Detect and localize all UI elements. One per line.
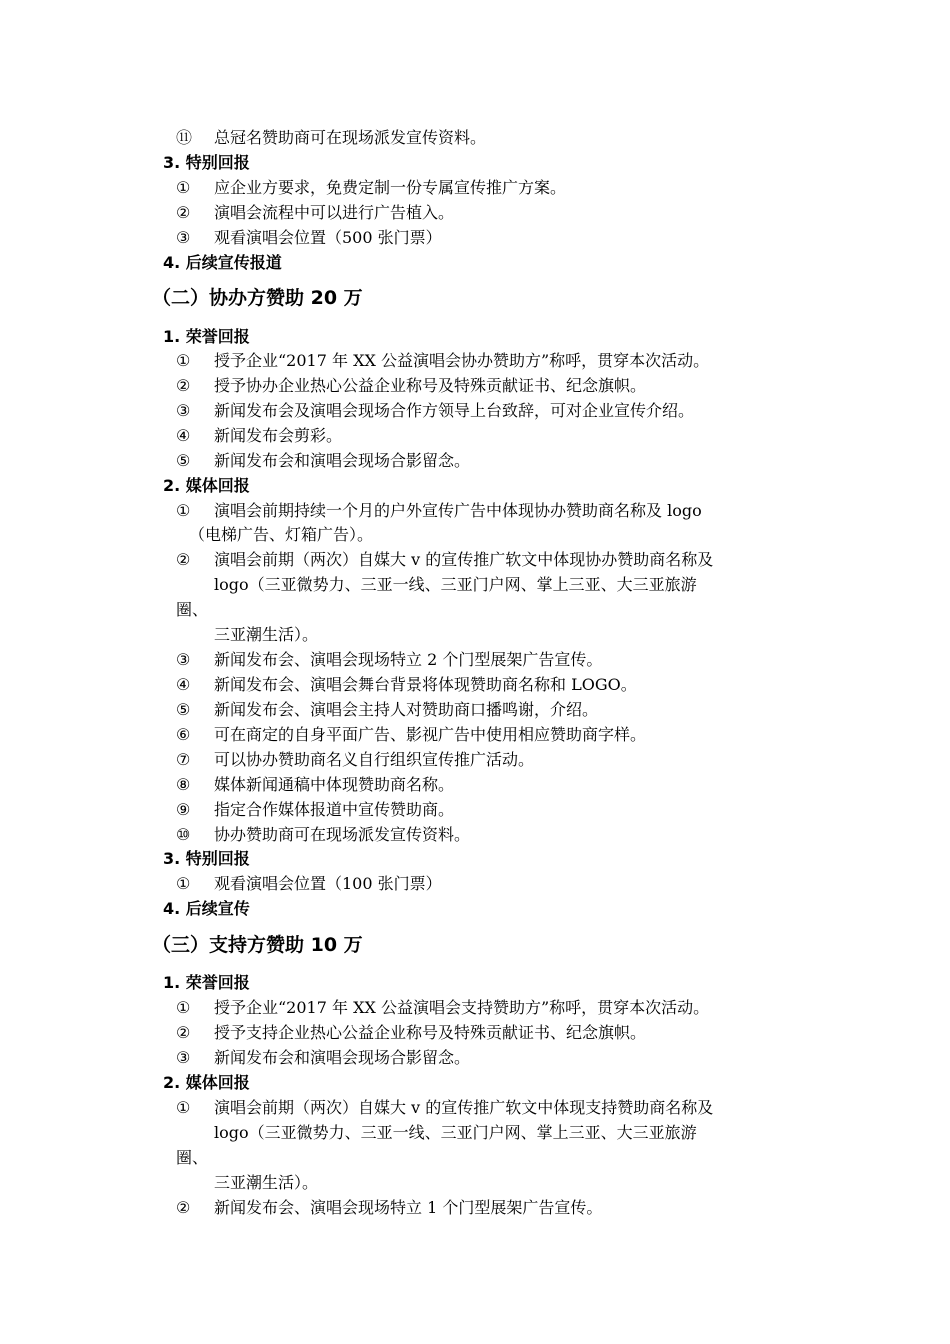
item-text: 可在商定的自身平面广告、影视广告中使用相应赞助商字样。	[214, 725, 647, 744]
item-number: ⑥	[176, 725, 191, 744]
subheading-special: 3. 特别回报	[163, 849, 250, 868]
item-text: 授予协办企业热心公益企业称号及特殊贡献证书、纪念旗帜。	[214, 376, 647, 395]
item-number: ⑤	[176, 451, 191, 470]
item-text: 协办赞助商可在现场派发宣传资料。	[214, 825, 471, 844]
item-text: 可以协办赞助商名义自行组织宣传推广活动。	[214, 750, 535, 769]
item-number: ③	[176, 228, 191, 247]
subheading-honor: 1. 荣誉回报	[163, 327, 250, 346]
item-text: 授予企业“2017 年 XX 公益演唱会支持赞助方”称呼，贯穿本次活动。	[214, 998, 710, 1017]
item-text-continued: 三亚潮生活）。	[214, 625, 319, 644]
item-number: ②	[176, 1023, 191, 1042]
subheading-honor: 1. 荣誉回报	[163, 973, 250, 992]
item-text-continued: 圈、	[176, 1148, 209, 1167]
item-text-continued: 三亚潮生活）。	[214, 1173, 319, 1192]
item-number: ②	[176, 203, 191, 222]
subheading-media: 2. 媒体回报	[163, 1073, 250, 1092]
item-text-continued: logo（三亚微势力、三亚一线、三亚门户网、掌上三亚、大三亚旅游	[214, 575, 697, 594]
item-text: 新闻发布会和演唱会现场合影留念。	[214, 1048, 471, 1067]
item-text: 新闻发布会、演唱会现场特立 2 个门型展架广告宣传。	[214, 650, 603, 669]
item-number: ①	[176, 351, 191, 370]
item-text: 新闻发布会剪彩。	[214, 426, 343, 445]
item-number: ③	[176, 650, 191, 669]
item-text-continued: logo（三亚微势力、三亚一线、三亚门户网、掌上三亚、大三亚旅游	[214, 1123, 697, 1142]
item-text: 演唱会前期（两次）自媒大 v 的宣传推广软文中体现协办赞助商名称及	[214, 550, 714, 569]
item-number: ①	[176, 178, 191, 197]
item-number: ④	[176, 675, 191, 694]
subheading-media: 2. 媒体回报	[163, 476, 250, 495]
item-number: ①	[176, 998, 191, 1017]
item-number: ③	[176, 1048, 191, 1067]
item-text: 观看演唱会位置（100 张门票）	[214, 874, 442, 893]
subheading-followup: 4. 后续宣传	[163, 899, 250, 918]
item-text: 授予支持企业热心公益企业称号及特殊贡献证书、纪念旗帜。	[214, 1023, 647, 1042]
item-text: 新闻发布会及演唱会现场合作方领导上台致辞，可对企业宣传介绍。	[214, 401, 695, 420]
item-number: ③	[176, 401, 191, 420]
item-text: 应企业方要求，免费定制一份专属宣传推广方案。	[214, 178, 567, 197]
subheading-special: 3. 特别回报	[163, 153, 250, 172]
item-number: ⑧	[176, 775, 191, 794]
item-number: ①	[176, 1098, 191, 1117]
item-number: ⑪	[176, 128, 193, 147]
item-text: 媒体新闻通稿中体现赞助商名称。	[214, 775, 455, 794]
item-number: ⑤	[176, 700, 191, 719]
item-number: ②	[176, 550, 191, 569]
item-number: ①	[176, 874, 191, 893]
item-text: 总冠名赞助商可在现场派发宣传资料。	[214, 128, 487, 147]
item-number: ④	[176, 426, 191, 445]
item-text: 授予企业“2017 年 XX 公益演唱会协办赞助方”称呼，贯穿本次活动。	[214, 351, 710, 370]
item-text: 新闻发布会、演唱会舞台背景将体现赞助商名称和 LOGO。	[214, 675, 637, 694]
item-text: 观看演唱会位置（500 张门票）	[214, 228, 442, 247]
item-text: 新闻发布会、演唱会现场特立 1 个门型展架广告宣传。	[214, 1198, 603, 1217]
item-text-continued: 圈、	[176, 600, 209, 619]
item-text: 新闻发布会、演唱会主持人对赞助商口播鸣谢，介绍。	[214, 700, 599, 719]
item-number: ②	[176, 376, 191, 395]
item-number: ⑦	[176, 750, 191, 769]
item-text: 演唱会前期（两次）自媒大 v 的宣传推广软文中体现支持赞助商名称及	[214, 1098, 714, 1117]
item-text: 新闻发布会和演唱会现场合影留念。	[214, 451, 471, 470]
item-number: ⑩	[176, 825, 191, 844]
item-number: ①	[176, 501, 191, 520]
section-heading: （二）协办方赞助 20 万	[152, 287, 363, 309]
subheading-followup: 4. 后续宣传报道	[163, 253, 282, 272]
section-heading: （三）支持方赞助 10 万	[152, 934, 363, 956]
item-text: 指定合作媒体报道中宣传赞助商。	[214, 800, 455, 819]
item-text: 演唱会前期持续一个月的户外宣传广告中体现协办赞助商名称及 logo	[214, 501, 702, 520]
item-number: ②	[176, 1198, 191, 1217]
item-number: ⑨	[176, 800, 191, 819]
item-text-continued: （电梯广告、灯箱广告）。	[189, 525, 374, 544]
item-text: 演唱会流程中可以进行广告植入。	[214, 203, 455, 222]
